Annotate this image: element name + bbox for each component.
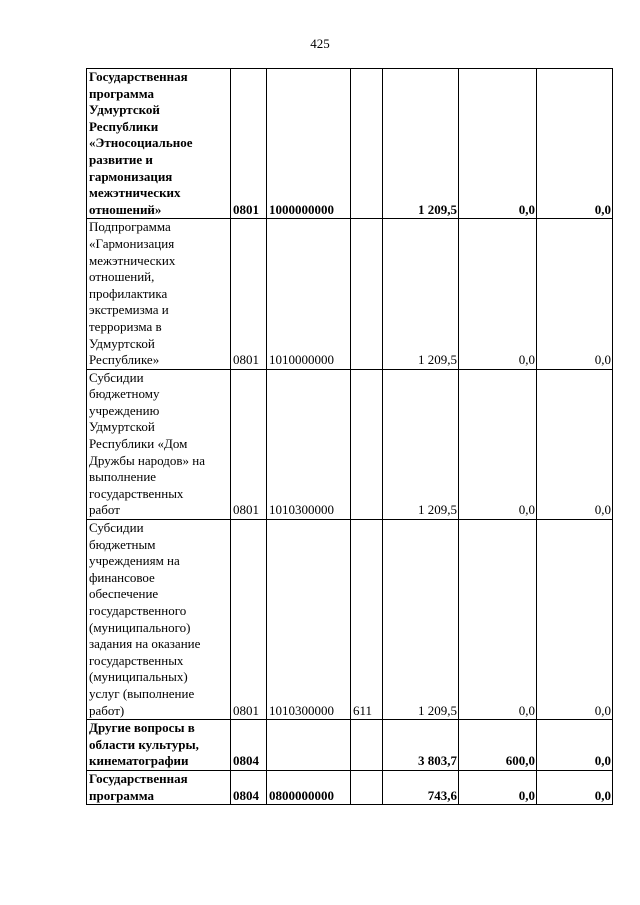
item-name-line: отношений» (89, 201, 162, 217)
expense-type-cell: 611 (351, 520, 383, 720)
section-code-cell: 0801 (231, 219, 267, 369)
target-code-cell: 0800000000 (267, 770, 351, 804)
item-name-line: обеспечение (89, 586, 159, 602)
table-row (87, 720, 613, 771)
item-name-cell (87, 720, 231, 771)
table-body (87, 69, 613, 805)
item-name-cell (87, 369, 231, 519)
target-code-cell (267, 720, 351, 771)
item-name-line: Субсидии (89, 520, 144, 536)
item-name-line: Удмуртской (89, 419, 155, 435)
amount-1-cell: 1 209,5 (383, 219, 459, 369)
item-name-line: финансовое (89, 569, 155, 585)
amount-3-cell: 0,0 (537, 520, 613, 720)
item-name-line: Удмуртской (89, 335, 155, 351)
table-row (87, 520, 613, 720)
item-name-line: бюджетным (89, 536, 156, 552)
item-name-line: выполнение (89, 469, 157, 485)
item-name-line: Субсидии (89, 369, 144, 385)
amount-3-cell: 0,0 (537, 720, 613, 771)
item-name-line: работ) (89, 702, 125, 718)
item-name-line: задания на оказание (89, 636, 201, 652)
expense-type-cell (351, 369, 383, 519)
table-row (87, 369, 613, 519)
table-row (87, 219, 613, 369)
item-name-line: учреждениям на (89, 553, 180, 569)
amount-1-cell: 1 209,5 (383, 520, 459, 720)
item-name-line: «Этносоциальное (89, 135, 193, 151)
section-code-cell: 0804 (231, 720, 267, 771)
expense-type-cell (351, 770, 383, 804)
item-name-line: Подпрограмма (89, 219, 171, 235)
item-name-line: государственных (89, 485, 184, 501)
item-name-line: области культуры, (89, 736, 199, 752)
item-name-line: межэтнических (89, 185, 181, 201)
amount-1-cell: 1 209,5 (383, 69, 459, 219)
section-code-cell: 0801 (231, 69, 267, 219)
item-name-line: учреждению (89, 402, 160, 418)
item-name-line: программа (89, 85, 154, 101)
item-name-line: государственных (89, 652, 184, 668)
amount-2-cell: 0,0 (459, 369, 537, 519)
amount-1-cell: 1 209,5 (383, 369, 459, 519)
item-name-line: кинематографии (89, 753, 189, 769)
amount-1-cell: 743,6 (383, 770, 459, 804)
item-name-line: (муниципального) (89, 619, 191, 635)
amount-2-cell: 0,0 (459, 219, 537, 369)
item-name-line: терроризма в (89, 318, 162, 334)
item-name-line: государственного (89, 603, 187, 618)
target-code-cell: 1000000000 (267, 69, 351, 219)
section-code-cell: 0801 (231, 520, 267, 720)
item-name-line: Республики (89, 118, 159, 134)
table-row (87, 770, 613, 804)
table-row (87, 69, 613, 219)
amount-3-cell: 0,0 (537, 69, 613, 219)
item-name-cell (87, 219, 231, 369)
page-number: 425 (310, 36, 330, 51)
item-name-cell (87, 770, 231, 804)
target-code-cell: 1010300000 (267, 520, 351, 720)
item-name-line: Республике» (89, 352, 160, 368)
item-name-line: «Гармонизация (89, 235, 175, 251)
item-name-line: развитие и (89, 151, 153, 167)
amount-3-cell: 0,0 (537, 770, 613, 804)
item-name-line: отношений, (89, 269, 155, 285)
section-code-cell: 0804 (231, 770, 267, 804)
item-name-line: профилактика (89, 285, 168, 301)
item-name-line: Дружбы народов» на (89, 452, 206, 468)
expense-type-cell (351, 219, 383, 369)
amount-2-cell: 600,0 (459, 720, 537, 771)
item-name-line: работ (89, 502, 120, 518)
item-name-line: бюджетному (89, 386, 160, 402)
target-code-cell: 1010300000 (267, 369, 351, 519)
item-name-line: межэтнических (89, 252, 176, 268)
item-name-line: Удмуртской (89, 102, 160, 118)
amount-3-cell: 0,0 (537, 219, 613, 369)
item-name-line: Другие вопросы в (89, 720, 195, 736)
item-name-line: Республики «Дом (89, 436, 188, 452)
amount-2-cell: 0,0 (459, 69, 537, 219)
item-name-line: услуг (выполнение (89, 685, 195, 701)
amount-3-cell: 0,0 (537, 369, 613, 519)
item-name-line: гармонизация (89, 168, 173, 184)
item-name-line: программа (89, 787, 154, 803)
item-name-cell (87, 69, 231, 219)
item-name-cell (87, 520, 231, 720)
item-name-line: экстремизма и (89, 302, 169, 318)
budget-table (86, 68, 613, 805)
amount-2-cell: 0,0 (459, 770, 537, 804)
target-code-cell: 1010000000 (267, 219, 351, 369)
amount-1-cell: 3 803,7 (383, 720, 459, 771)
expense-type-cell (351, 720, 383, 771)
item-name-line: (муниципальных) (89, 669, 188, 685)
amount-2-cell: 0,0 (459, 520, 537, 720)
section-code-cell: 0801 (231, 369, 267, 519)
item-name-line: Государственная (89, 69, 188, 84)
item-name-line: Государственная (89, 770, 188, 786)
expense-type-cell (351, 69, 383, 219)
